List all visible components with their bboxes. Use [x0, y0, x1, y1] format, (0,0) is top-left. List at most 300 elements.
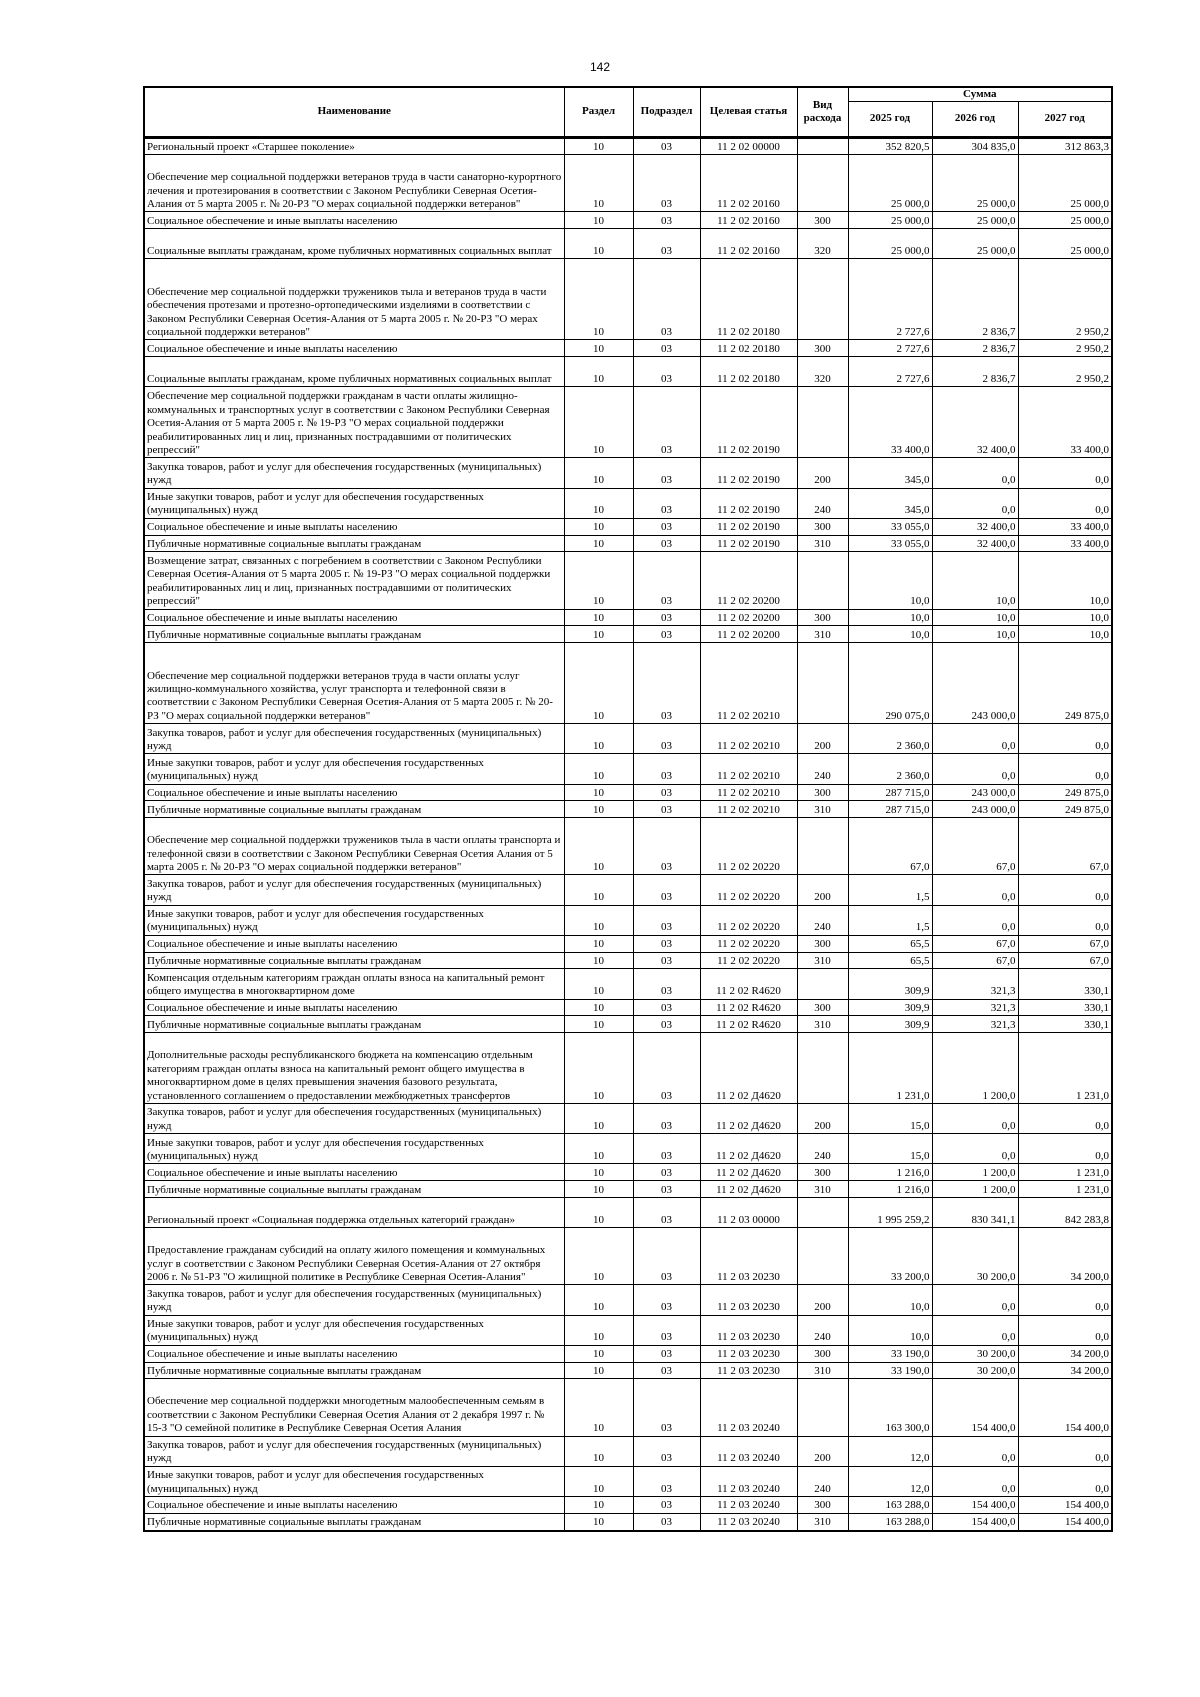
table-row — [144, 552, 1112, 609]
cell-target: 11 2 02 20210 — [700, 724, 797, 754]
cell-2026: 0,0 — [932, 905, 1018, 935]
cell-2025: 2 727,6 — [848, 357, 932, 387]
cell-razdel: 10 — [564, 488, 633, 518]
header-name: Наименование — [144, 87, 564, 137]
cell-2025: 287 715,0 — [848, 801, 932, 818]
cell-razdel: 10 — [564, 212, 633, 229]
cell-target: 11 2 02 20190 — [700, 387, 797, 458]
cell-razdel: 10 — [564, 1345, 633, 1362]
cell-name: Иные закупки товаров, работ и услуг для обеспечения государственных (муниципальных) нужд — [144, 905, 564, 935]
cell-razdel: 10 — [564, 229, 633, 259]
cell-razdel: 10 — [564, 1315, 633, 1345]
cell-2027: 249 875,0 — [1018, 643, 1112, 724]
table-row — [144, 357, 1112, 387]
cell-target: 11 2 03 20240 — [700, 1379, 797, 1436]
cell-2027: 0,0 — [1018, 1466, 1112, 1496]
cell-name: Публичные нормативные социальные выплаты гражданам — [144, 535, 564, 552]
header-target: Целевая статья — [700, 87, 797, 137]
cell-2027: 1 231,0 — [1018, 1033, 1112, 1104]
cell-razdel: 10 — [564, 818, 633, 875]
cell-2027: 0,0 — [1018, 905, 1112, 935]
cell-name: Обеспечение мер социальной поддержки ветеранов труда в части санаторно-курортного лечения и протезирования в соответствии с Законом Республики Северная Осетия-Алания от 5 марта 2005 г. № 20-РЗ "О мерах социальной поддержки ветеранов" — [144, 155, 564, 212]
cell-2025: 67,0 — [848, 818, 932, 875]
table-row — [144, 518, 1112, 535]
table-row — [144, 340, 1112, 357]
cell-razdel: 10 — [564, 784, 633, 801]
cell-2027: 249 875,0 — [1018, 801, 1112, 818]
cell-podrazdel: 03 — [633, 1181, 700, 1198]
cell-razdel: 10 — [564, 1181, 633, 1198]
cell-razdel: 10 — [564, 1513, 633, 1530]
cell-podrazdel: 03 — [633, 999, 700, 1016]
cell-vid: 310 — [797, 801, 848, 818]
cell-2026: 0,0 — [932, 875, 1018, 905]
cell-2025: 163 288,0 — [848, 1513, 932, 1530]
cell-vid: 310 — [797, 952, 848, 969]
cell-vid: 310 — [797, 1362, 848, 1379]
cell-vid: 240 — [797, 754, 848, 784]
cell-2027: 10,0 — [1018, 552, 1112, 609]
table-header — [144, 87, 1112, 137]
cell-2025: 1 216,0 — [848, 1181, 932, 1198]
cell-vid: 300 — [797, 784, 848, 801]
cell-2025: 10,0 — [848, 609, 932, 626]
cell-razdel: 10 — [564, 969, 633, 999]
cell-razdel: 10 — [564, 754, 633, 784]
cell-podrazdel: 03 — [633, 1466, 700, 1496]
cell-podrazdel: 03 — [633, 1104, 700, 1134]
cell-vid: 310 — [797, 1513, 848, 1530]
cell-target: 11 2 03 20230 — [700, 1228, 797, 1285]
cell-2027: 33 400,0 — [1018, 535, 1112, 552]
cell-name: Публичные нормативные социальные выплаты гражданам — [144, 626, 564, 643]
table-row — [144, 1315, 1112, 1345]
table-row — [144, 1016, 1112, 1033]
cell-2026: 0,0 — [932, 458, 1018, 488]
cell-name: Закупка товаров, работ и услуг для обеспечения государственных (муниципальных) нужд — [144, 1436, 564, 1466]
cell-name: Иные закупки товаров, работ и услуг для обеспечения государственных (муниципальных) нужд — [144, 1466, 564, 1496]
table-row — [144, 1033, 1112, 1104]
cell-razdel: 10 — [564, 552, 633, 609]
cell-razdel: 10 — [564, 1104, 633, 1134]
cell-target: 11 2 02 20200 — [700, 626, 797, 643]
cell-2027: 0,0 — [1018, 458, 1112, 488]
cell-target: 11 2 02 R4620 — [700, 1016, 797, 1033]
cell-podrazdel: 03 — [633, 1379, 700, 1436]
cell-podrazdel: 03 — [633, 137, 700, 155]
cell-name: Социальное обеспечение и иные выплаты населению — [144, 212, 564, 229]
cell-vid — [797, 1033, 848, 1104]
table-row — [144, 212, 1112, 229]
cell-2025: 10,0 — [848, 1315, 932, 1345]
cell-target: 11 2 02 20220 — [700, 818, 797, 875]
cell-target: 11 2 02 20220 — [700, 935, 797, 952]
cell-podrazdel: 03 — [633, 801, 700, 818]
cell-2025: 345,0 — [848, 488, 932, 518]
cell-target: 11 2 02 R4620 — [700, 999, 797, 1016]
cell-2025: 65,5 — [848, 952, 932, 969]
cell-target: 11 2 03 20240 — [700, 1513, 797, 1530]
cell-target: 11 2 02 Д4620 — [700, 1104, 797, 1134]
cell-name: Социальное обеспечение и иные выплаты населению — [144, 935, 564, 952]
cell-2027: 67,0 — [1018, 818, 1112, 875]
cell-target: 11 2 03 00000 — [700, 1198, 797, 1228]
table-row — [144, 1379, 1112, 1436]
cell-target: 11 2 03 20230 — [700, 1285, 797, 1315]
cell-2025: 15,0 — [848, 1104, 932, 1134]
cell-2026: 32 400,0 — [932, 535, 1018, 552]
cell-podrazdel: 03 — [633, 1345, 700, 1362]
table-row — [144, 935, 1112, 952]
cell-2026: 304 835,0 — [932, 137, 1018, 155]
cell-name: Региональный проект «Социальная поддержка отдельных категорий граждан» — [144, 1198, 564, 1228]
cell-2026: 2 836,7 — [932, 340, 1018, 357]
cell-2025: 309,9 — [848, 969, 932, 999]
cell-razdel: 10 — [564, 340, 633, 357]
cell-podrazdel: 03 — [633, 1198, 700, 1228]
cell-2026: 30 200,0 — [932, 1228, 1018, 1285]
cell-2025: 352 820,5 — [848, 137, 932, 155]
cell-podrazdel: 03 — [633, 259, 700, 340]
table-row — [144, 969, 1112, 999]
cell-target: 11 2 02 20160 — [700, 155, 797, 212]
cell-target: 11 2 03 20240 — [700, 1496, 797, 1513]
cell-vid — [797, 969, 848, 999]
cell-2027: 34 200,0 — [1018, 1362, 1112, 1379]
cell-2025: 33 190,0 — [848, 1345, 932, 1362]
cell-2027: 154 400,0 — [1018, 1379, 1112, 1436]
budget-table — [143, 86, 1113, 1532]
cell-target: 11 2 02 20190 — [700, 535, 797, 552]
cell-2025: 163 288,0 — [848, 1496, 932, 1513]
table-row — [144, 1345, 1112, 1362]
cell-2025: 65,5 — [848, 935, 932, 952]
cell-2026: 10,0 — [932, 609, 1018, 626]
cell-2027: 0,0 — [1018, 1436, 1112, 1466]
table-row — [144, 724, 1112, 754]
cell-razdel: 10 — [564, 1285, 633, 1315]
cell-vid: 200 — [797, 875, 848, 905]
table-row — [144, 155, 1112, 212]
cell-podrazdel: 03 — [633, 212, 700, 229]
header-2027: 2027 год — [1018, 101, 1112, 137]
table-row — [144, 626, 1112, 643]
cell-2027: 154 400,0 — [1018, 1513, 1112, 1530]
cell-2025: 2 360,0 — [848, 724, 932, 754]
cell-2025: 345,0 — [848, 458, 932, 488]
cell-2026: 321,3 — [932, 969, 1018, 999]
cell-2026: 0,0 — [932, 1134, 1018, 1164]
cell-podrazdel: 03 — [633, 1033, 700, 1104]
cell-name: Социальное обеспечение и иные выплаты населению — [144, 518, 564, 535]
cell-2026: 243 000,0 — [932, 784, 1018, 801]
cell-2025: 25 000,0 — [848, 229, 932, 259]
cell-podrazdel: 03 — [633, 754, 700, 784]
cell-podrazdel: 03 — [633, 518, 700, 535]
cell-razdel: 10 — [564, 1496, 633, 1513]
cell-target: 11 2 02 20180 — [700, 357, 797, 387]
cell-2025: 2 360,0 — [848, 754, 932, 784]
cell-podrazdel: 03 — [633, 1436, 700, 1466]
cell-podrazdel: 03 — [633, 643, 700, 724]
header-vid: Вид расхода — [797, 87, 848, 137]
cell-vid — [797, 1379, 848, 1436]
cell-name: Обеспечение мер социальной поддержки многодетным малообеспеченным семьям в соответствии с Законом Республики Северная Осетия Алания от 2 декабря 1997 г. № 15-З "О семейной политике в Республике Северная Осетия Алания — [144, 1379, 564, 1436]
cell-vid: 240 — [797, 488, 848, 518]
cell-2027: 312 863,3 — [1018, 137, 1112, 155]
cell-2026: 32 400,0 — [932, 518, 1018, 535]
cell-vid — [797, 643, 848, 724]
cell-razdel: 10 — [564, 1164, 633, 1181]
cell-podrazdel: 03 — [633, 1285, 700, 1315]
cell-2026: 830 341,1 — [932, 1198, 1018, 1228]
table-row — [144, 229, 1112, 259]
cell-vid: 240 — [797, 1315, 848, 1345]
cell-vid: 300 — [797, 212, 848, 229]
cell-razdel: 10 — [564, 609, 633, 626]
cell-name: Публичные нормативные социальные выплаты гражданам — [144, 1513, 564, 1530]
cell-razdel: 10 — [564, 643, 633, 724]
cell-vid — [797, 1228, 848, 1285]
cell-2027: 25 000,0 — [1018, 229, 1112, 259]
cell-2027: 0,0 — [1018, 1134, 1112, 1164]
cell-2026: 0,0 — [932, 1466, 1018, 1496]
cell-vid: 300 — [797, 340, 848, 357]
cell-target: 11 2 02 20210 — [700, 801, 797, 818]
cell-name: Публичные нормативные социальные выплаты гражданам — [144, 801, 564, 818]
cell-target: 11 2 02 20200 — [700, 609, 797, 626]
cell-name: Обеспечение мер социальной поддержки тружеников тыла и ветеранов труда в части обеспечения протезами и протезно-ортопедическими изделиями в соответствии с Законом Республики Северная Осетия-Алания от 5 марта 2005 г. № 20-РЗ "О мерах социальной поддержки ветеранов" — [144, 259, 564, 340]
cell-razdel: 10 — [564, 1033, 633, 1104]
cell-2027: 330,1 — [1018, 1016, 1112, 1033]
cell-2027: 330,1 — [1018, 999, 1112, 1016]
cell-2027: 0,0 — [1018, 488, 1112, 518]
cell-razdel: 10 — [564, 1362, 633, 1379]
cell-2025: 33 055,0 — [848, 535, 932, 552]
cell-name: Публичные нормативные социальные выплаты гражданам — [144, 1181, 564, 1198]
table-row — [144, 784, 1112, 801]
cell-2027: 25 000,0 — [1018, 155, 1112, 212]
cell-name: Социальное обеспечение и иные выплаты населению — [144, 340, 564, 357]
cell-podrazdel: 03 — [633, 1134, 700, 1164]
cell-name: Иные закупки товаров, работ и услуг для обеспечения государственных (муниципальных) нужд — [144, 754, 564, 784]
page-number: 142 — [589, 60, 611, 74]
table-row — [144, 1198, 1112, 1228]
cell-razdel: 10 — [564, 1016, 633, 1033]
cell-name: Предоставление гражданам субсидий на оплату жилого помещения и коммунальных услуг в соответствии с Законом Республики Северная Осетия-Алания от 27 октября 2006 г. № 51-РЗ "О жилищной политике в Республике Северная Осетия-Алания" — [144, 1228, 564, 1285]
cell-target: 11 2 02 20210 — [700, 784, 797, 801]
cell-2026: 0,0 — [932, 724, 1018, 754]
cell-target: 11 2 02 Д4620 — [700, 1164, 797, 1181]
cell-vid: 240 — [797, 905, 848, 935]
cell-2026: 0,0 — [932, 1436, 1018, 1466]
cell-name: Социальное обеспечение и иные выплаты населению — [144, 784, 564, 801]
cell-target: 11 2 02 20190 — [700, 518, 797, 535]
cell-vid — [797, 137, 848, 155]
cell-2025: 1 995 259,2 — [848, 1198, 932, 1228]
cell-name: Обеспечение мер социальной поддержки ветеранов труда в части оплаты услуг жилищно-коммунального хозяйства, услуг транспорта и телефонной связи в соответствии с Законом Республики Северная Осетия-Алания от 5 марта 2005 г. № 20-РЗ "О мерах социальной поддержки ветеранов" — [144, 643, 564, 724]
table-row — [144, 818, 1112, 875]
cell-2025: 25 000,0 — [848, 155, 932, 212]
header-2025: 2025 год — [848, 101, 932, 137]
table-row — [144, 1181, 1112, 1198]
cell-podrazdel: 03 — [633, 229, 700, 259]
cell-podrazdel: 03 — [633, 875, 700, 905]
cell-name: Закупка товаров, работ и услуг для обеспечения государственных (муниципальных) нужд — [144, 875, 564, 905]
cell-2027: 1 231,0 — [1018, 1164, 1112, 1181]
cell-podrazdel: 03 — [633, 1513, 700, 1530]
cell-2027: 2 950,2 — [1018, 259, 1112, 340]
cell-razdel: 10 — [564, 875, 633, 905]
cell-vid — [797, 1198, 848, 1228]
cell-2025: 10,0 — [848, 1285, 932, 1315]
cell-razdel: 10 — [564, 518, 633, 535]
cell-name: Закупка товаров, работ и услуг для обеспечения государственных (муниципальных) нужд — [144, 1285, 564, 1315]
cell-2026: 0,0 — [932, 1104, 1018, 1134]
table-row — [144, 952, 1112, 969]
cell-razdel: 10 — [564, 137, 633, 155]
cell-2025: 10,0 — [848, 626, 932, 643]
cell-2027: 2 950,2 — [1018, 357, 1112, 387]
cell-2026: 67,0 — [932, 818, 1018, 875]
cell-vid: 300 — [797, 518, 848, 535]
cell-razdel: 10 — [564, 155, 633, 212]
header-2026: 2026 год — [932, 101, 1018, 137]
cell-name: Социальное обеспечение и иные выплаты населению — [144, 609, 564, 626]
cell-2025: 12,0 — [848, 1436, 932, 1466]
cell-2026: 30 200,0 — [932, 1345, 1018, 1362]
cell-razdel: 10 — [564, 357, 633, 387]
cell-2025: 33 055,0 — [848, 518, 932, 535]
cell-vid: 310 — [797, 535, 848, 552]
cell-2026: 154 400,0 — [932, 1379, 1018, 1436]
cell-target: 11 2 02 20210 — [700, 643, 797, 724]
cell-razdel: 10 — [564, 724, 633, 754]
cell-2025: 15,0 — [848, 1134, 932, 1164]
cell-2025: 33 200,0 — [848, 1228, 932, 1285]
cell-target: 11 2 03 20230 — [700, 1315, 797, 1345]
cell-podrazdel: 03 — [633, 609, 700, 626]
cell-vid: 240 — [797, 1466, 848, 1496]
cell-2025: 33 400,0 — [848, 387, 932, 458]
cell-2026: 1 200,0 — [932, 1164, 1018, 1181]
cell-target: 11 2 02 20220 — [700, 905, 797, 935]
cell-podrazdel: 03 — [633, 1496, 700, 1513]
table-row — [144, 609, 1112, 626]
cell-vid: 300 — [797, 1164, 848, 1181]
cell-podrazdel: 03 — [633, 535, 700, 552]
cell-target: 11 2 02 20210 — [700, 754, 797, 784]
cell-vid — [797, 552, 848, 609]
cell-vid: 200 — [797, 1104, 848, 1134]
cell-2026: 10,0 — [932, 552, 1018, 609]
cell-vid: 310 — [797, 626, 848, 643]
table-row — [144, 754, 1112, 784]
cell-2026: 321,3 — [932, 999, 1018, 1016]
cell-vid: 200 — [797, 1436, 848, 1466]
cell-podrazdel: 03 — [633, 1164, 700, 1181]
cell-2025: 1 231,0 — [848, 1033, 932, 1104]
table-row — [144, 1104, 1112, 1134]
cell-2027: 10,0 — [1018, 609, 1112, 626]
cell-2025: 2 727,6 — [848, 340, 932, 357]
cell-razdel: 10 — [564, 1466, 633, 1496]
header-sum: Сумма — [848, 87, 1112, 101]
cell-razdel: 10 — [564, 387, 633, 458]
cell-razdel: 10 — [564, 801, 633, 818]
cell-vid: 310 — [797, 1181, 848, 1198]
cell-2027: 842 283,8 — [1018, 1198, 1112, 1228]
table-row — [144, 387, 1112, 458]
cell-vid — [797, 259, 848, 340]
cell-razdel: 10 — [564, 1228, 633, 1285]
table-row — [144, 259, 1112, 340]
table-row — [144, 643, 1112, 724]
cell-target: 11 2 02 20190 — [700, 488, 797, 518]
cell-razdel: 10 — [564, 952, 633, 969]
cell-name: Региональный проект «Старшее поколение» — [144, 137, 564, 155]
cell-name: Социальное обеспечение и иные выплаты населению — [144, 1164, 564, 1181]
cell-2025: 10,0 — [848, 552, 932, 609]
cell-target: 11 2 03 20240 — [700, 1466, 797, 1496]
cell-razdel: 10 — [564, 626, 633, 643]
cell-vid: 240 — [797, 1134, 848, 1164]
cell-name: Компенсация отдельным категориям граждан оплаты взноса на капитальный ремонт общего имущества в многоквартирном доме — [144, 969, 564, 999]
cell-2026: 1 200,0 — [932, 1181, 1018, 1198]
table-row — [144, 1285, 1112, 1315]
cell-podrazdel: 03 — [633, 784, 700, 801]
cell-2027: 0,0 — [1018, 1315, 1112, 1345]
cell-target: 11 2 03 20240 — [700, 1436, 797, 1466]
cell-target: 11 2 02 20190 — [700, 458, 797, 488]
cell-2027: 0,0 — [1018, 875, 1112, 905]
cell-2026: 1 200,0 — [932, 1033, 1018, 1104]
cell-2027: 0,0 — [1018, 1285, 1112, 1315]
cell-2025: 2 727,6 — [848, 259, 932, 340]
cell-vid: 300 — [797, 1345, 848, 1362]
cell-target: 11 2 02 20180 — [700, 259, 797, 340]
table-row — [144, 1513, 1112, 1530]
cell-2027: 34 200,0 — [1018, 1228, 1112, 1285]
cell-vid: 200 — [797, 1285, 848, 1315]
cell-name: Социальное обеспечение и иные выплаты населению — [144, 1345, 564, 1362]
cell-2026: 0,0 — [932, 754, 1018, 784]
cell-name: Возмещение затрат, связанных с погребением в соответствии с Законом Республики Северная Осетия-Алания от 5 марта 2005 г. № 19-РЗ "О мерах социальной поддержки реабилитированных лиц и лиц, признанных пострадавшими от политических репрессий" — [144, 552, 564, 609]
cell-2025: 309,9 — [848, 1016, 932, 1033]
cell-2026: 2 836,7 — [932, 357, 1018, 387]
cell-target: 11 2 02 Д4620 — [700, 1134, 797, 1164]
cell-2025: 287 715,0 — [848, 784, 932, 801]
cell-2026: 243 000,0 — [932, 801, 1018, 818]
cell-target: 11 2 02 20160 — [700, 229, 797, 259]
cell-podrazdel: 03 — [633, 1362, 700, 1379]
cell-vid: 300 — [797, 1496, 848, 1513]
cell-podrazdel: 03 — [633, 552, 700, 609]
cell-2025: 1,5 — [848, 875, 932, 905]
cell-podrazdel: 03 — [633, 1016, 700, 1033]
header-razdel: Раздел — [564, 87, 633, 137]
cell-2026: 0,0 — [932, 1315, 1018, 1345]
cell-razdel: 10 — [564, 1379, 633, 1436]
cell-razdel: 10 — [564, 259, 633, 340]
cell-podrazdel: 03 — [633, 905, 700, 935]
cell-name: Публичные нормативные социальные выплаты гражданам — [144, 952, 564, 969]
cell-podrazdel: 03 — [633, 155, 700, 212]
cell-2025: 163 300,0 — [848, 1379, 932, 1436]
cell-2027: 34 200,0 — [1018, 1345, 1112, 1362]
cell-2025: 1,5 — [848, 905, 932, 935]
cell-2025: 1 216,0 — [848, 1164, 932, 1181]
